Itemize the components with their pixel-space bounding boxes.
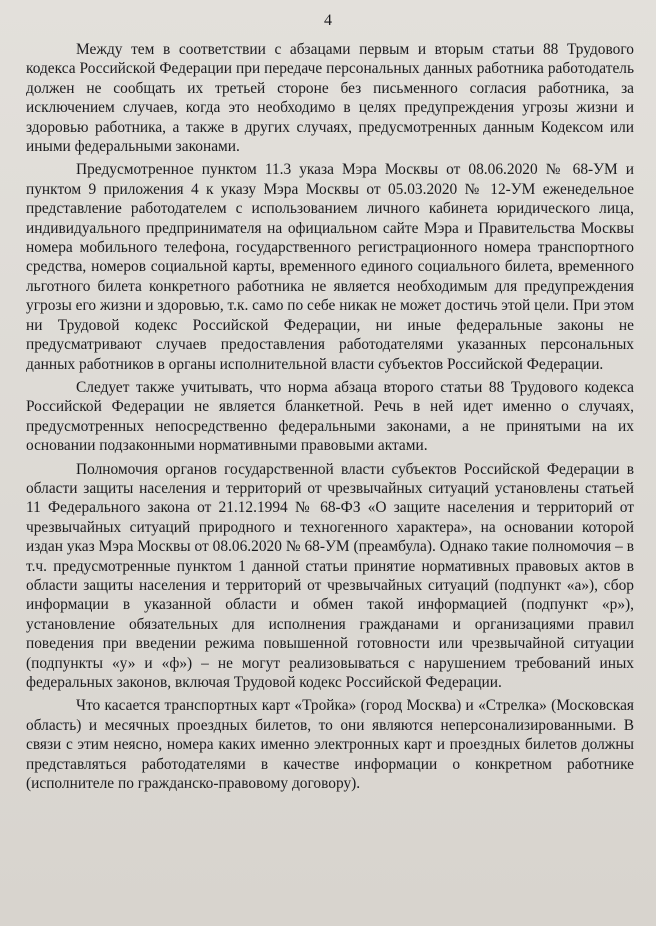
paragraph-4: Полномочия органов государственной власти субъектов Российской Федерации в области защиты населения и территорий от чрезвычайных ситуаций установлены статьей 11 Федерального закона от 21.12.1994 № 68-ФЗ «О защите населения и территорий от чрезвычайных ситуаций природного и техногенного характера», на основании которой издан указ Мэра Москвы от 08.06.2020 № 68-УМ (преамбула). Однако такие полномочия – в т.ч. предусмотренные пунктом 1 данной статьи принятие нормативных правовых актов в области защиты населения и территорий от чрезвычайных ситуаций (подпункт «а»), сбор информации в указанной области и обмен такой информацией (подпункт «р»), установление обязательных для исполнения гражданами и организациями правил поведения при введении режима повышенной готовности или чрезвычайной ситуации (подпункты «у» и «ф») – не могут реализовываться с нарушением требований иных федеральных законов, включая Трудовой кодекс Российской Федерации. (26, 460, 634, 691)
page-number: 4 (324, 12, 332, 29)
paragraph-5: Что касается транспортных карт «Тройка» (город Москва) и «Стрелка» (Московская область) и месячных проездных билетов, то они являются неперсонализированными. В связи с этим неясно, номера каких именно электронных карт и проездных билетов должны представляться работодателями в качестве информации о конкретном работнике (исполнителе по гражданско-правовому договору). (26, 697, 634, 793)
paragraph-3: Следует также учитывать, что норма абзаца второго статьи 88 Трудового кодекса Российской Федерации не является бланкетной. Речь в ней идет именно о случаях, предусмотренных непосредственно федеральными законами, а не принятыми на их основании подзаконными нормативными правовыми актами. (26, 378, 634, 455)
paragraph-1: Между тем в соответствии с абзацами первым и вторым статьи 88 Трудового кодекса Российской Федерации при передаче персональных данных работника работодатель должен не сообщать их третьей стороне без письменного согласия работника, за исключением случаев, когда это необходимо в целях предупреждения угрозы жизни и здоровью работника, а также в других случаях, предусмотренных данным Кодексом или иными федеральными законами. (26, 41, 634, 156)
paragraph-2: Предусмотренное пунктом 11.3 указа Мэра Москвы от 08.06.2020 № 68-УМ и пунктом 9 приложения 4 к указу Мэра Москвы от 05.03.2020 № 12-УМ еженедельное представление работодателем с использованием личного кабинета юридического лица, индивидуального предпринимателя на официальном сайте Мэра и Правительства Москвы номера мобильного телефона, государственного регистрационного номера транспортного средства, номеров социальной карты, временного единого социального билета, временного льготного билета конкретного работника не является необходимым для предупреждения угрозы его жизни и здоровью, т.к. само по себе никак не может достичь этой цели. При этом ни Трудовой кодекс Российской Федерации, ни иные федеральные законы не предусматривают случаев предоставления работодателями указанных персональных данных работников в органы исполнительной власти субъектов Российской Федерации. (26, 161, 634, 373)
document-body (26, 40, 634, 797)
